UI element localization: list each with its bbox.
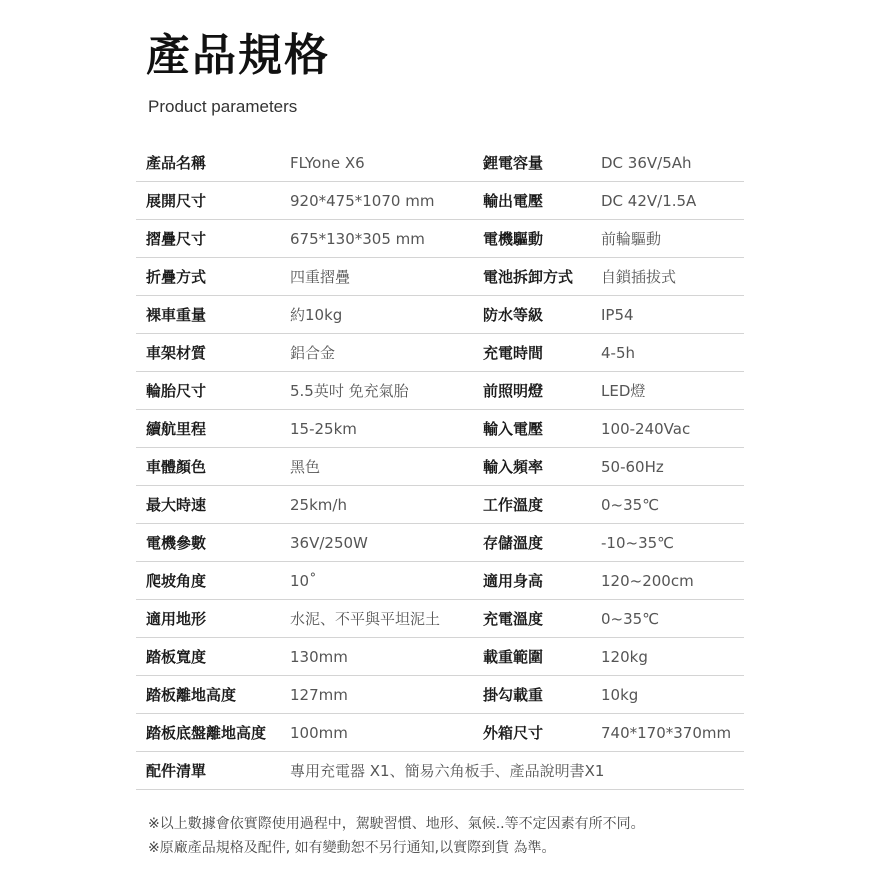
spec-row: [136, 486, 744, 524]
spec-value: 130mm: [290, 648, 348, 666]
spec-value: LED燈: [601, 382, 646, 400]
spec-value: 120kg: [601, 648, 648, 666]
spec-row: [136, 144, 744, 182]
spec-label: 前照明燈: [483, 382, 544, 400]
disclaimer-line: ※原廠產品規格及配件, 如有變動恕不另行通知,以實際到貨 為準。: [148, 840, 556, 856]
spec-label: 適用地形: [146, 610, 207, 628]
spec-label: 電池拆卸方式: [483, 268, 574, 286]
spec-value: DC 42V/1.5A: [601, 192, 697, 210]
spec-label: 車架材質: [146, 344, 207, 362]
spec-row: [136, 334, 744, 372]
spec-label: 防水等級: [483, 306, 544, 324]
spec-value: 15-25km: [290, 420, 357, 438]
spec-label: 工作溫度: [483, 496, 544, 514]
spec-value: 約10kg: [290, 306, 343, 324]
spec-value: 自鎖插拔式: [601, 268, 677, 286]
spec-value: 鋁合金: [290, 344, 336, 362]
spec-row: [136, 220, 744, 258]
page-title: 產品規格: [146, 30, 330, 81]
spec-row: [136, 182, 744, 220]
spec-label: 踏板底盤離地高度: [146, 724, 267, 742]
spec-label: 爬坡角度: [146, 572, 207, 590]
accessories-row: [136, 752, 744, 790]
spec-label: 摺疊尺寸: [146, 230, 207, 248]
spec-value: 5.5英吋 免充氣胎: [290, 382, 409, 400]
spec-value: DC 36V/5Ah: [601, 154, 692, 172]
disclaimer-line: ※以上數據會依實際使用過程中，駕駛習慣、地形、氣候..等不定因素有所不同。: [148, 816, 645, 832]
spec-row: [136, 600, 744, 638]
spec-value: FLYone X6: [290, 154, 365, 172]
disclaimer-notes: [148, 812, 645, 860]
spec-value: 前輪驅動: [601, 230, 662, 248]
spec-label: 輸入頻率: [483, 458, 544, 476]
spec-value: 920*475*1070 mm: [290, 192, 435, 210]
spec-table: [136, 144, 744, 790]
spec-row: [136, 258, 744, 296]
spec-value: 25km/h: [290, 496, 347, 514]
spec-label: 存儲溫度: [483, 534, 544, 552]
spec-value: 127mm: [290, 686, 348, 704]
spec-row: [136, 410, 744, 448]
spec-row: [136, 676, 744, 714]
spec-label: 充電溫度: [483, 610, 544, 628]
spec-value: 50-60Hz: [601, 458, 664, 476]
spec-row: [136, 638, 744, 676]
spec-value: 100-240Vac: [601, 420, 691, 438]
spec-row: [136, 524, 744, 562]
spec-row: [136, 714, 744, 752]
spec-row: [136, 448, 744, 486]
spec-label: 產品名稱: [146, 154, 207, 172]
spec-label: 踏板離地高度: [146, 686, 237, 704]
spec-value: 36V/250W: [290, 534, 368, 552]
spec-label: 折疊方式: [146, 268, 207, 286]
spec-row: [136, 296, 744, 334]
spec-label: 鋰電容量: [483, 154, 544, 172]
spec-value: 120~200cm: [601, 572, 694, 590]
spec-value: IP54: [601, 306, 634, 324]
spec-value: 水泥、不平與平坦泥土: [290, 610, 441, 628]
accessories-label: 配件清單: [146, 762, 207, 780]
spec-value: 4-5h: [601, 344, 636, 362]
spec-value: 675*130*305 mm: [290, 230, 425, 248]
spec-label: 踏板寬度: [146, 648, 207, 666]
spec-label: 掛勾載重: [483, 686, 544, 704]
spec-label: 充電時間: [483, 344, 544, 362]
spec-label: 輸出電壓: [483, 192, 544, 210]
spec-label: 輪胎尺寸: [146, 382, 207, 400]
spec-value: -10~35℃: [601, 534, 675, 552]
spec-label: 適用身高: [483, 572, 544, 590]
spec-value: 四重摺疊: [290, 268, 351, 286]
spec-value: 740*170*370mm: [601, 724, 732, 742]
spec-label: 裸車重量: [146, 306, 207, 324]
spec-row: [136, 372, 744, 410]
spec-label: 載重範圍: [483, 648, 544, 666]
spec-label: 輸入電壓: [483, 420, 544, 438]
spec-label: 電機驅動: [483, 230, 544, 248]
spec-label: 車體顏色: [146, 458, 207, 476]
spec-value: 0~35℃: [601, 496, 660, 514]
page-subtitle: Product parameters: [148, 97, 298, 116]
spec-label: 電機參數: [146, 534, 207, 552]
spec-value: 黑色: [290, 458, 321, 476]
spec-value: 10kg: [601, 686, 639, 704]
spec-label: 續航里程: [146, 420, 207, 438]
spec-value: 0~35℃: [601, 610, 660, 628]
spec-value: 100mm: [290, 724, 348, 742]
spec-label: 展開尺寸: [146, 192, 207, 210]
spec-row: [136, 562, 744, 600]
spec-value: 10˚: [290, 572, 317, 590]
spec-label: 外箱尺寸: [483, 724, 544, 742]
spec-label: 最大時速: [146, 496, 207, 514]
accessories-value: 專用充電器 X1、簡易六角板手、產品說明書X1: [290, 762, 605, 780]
